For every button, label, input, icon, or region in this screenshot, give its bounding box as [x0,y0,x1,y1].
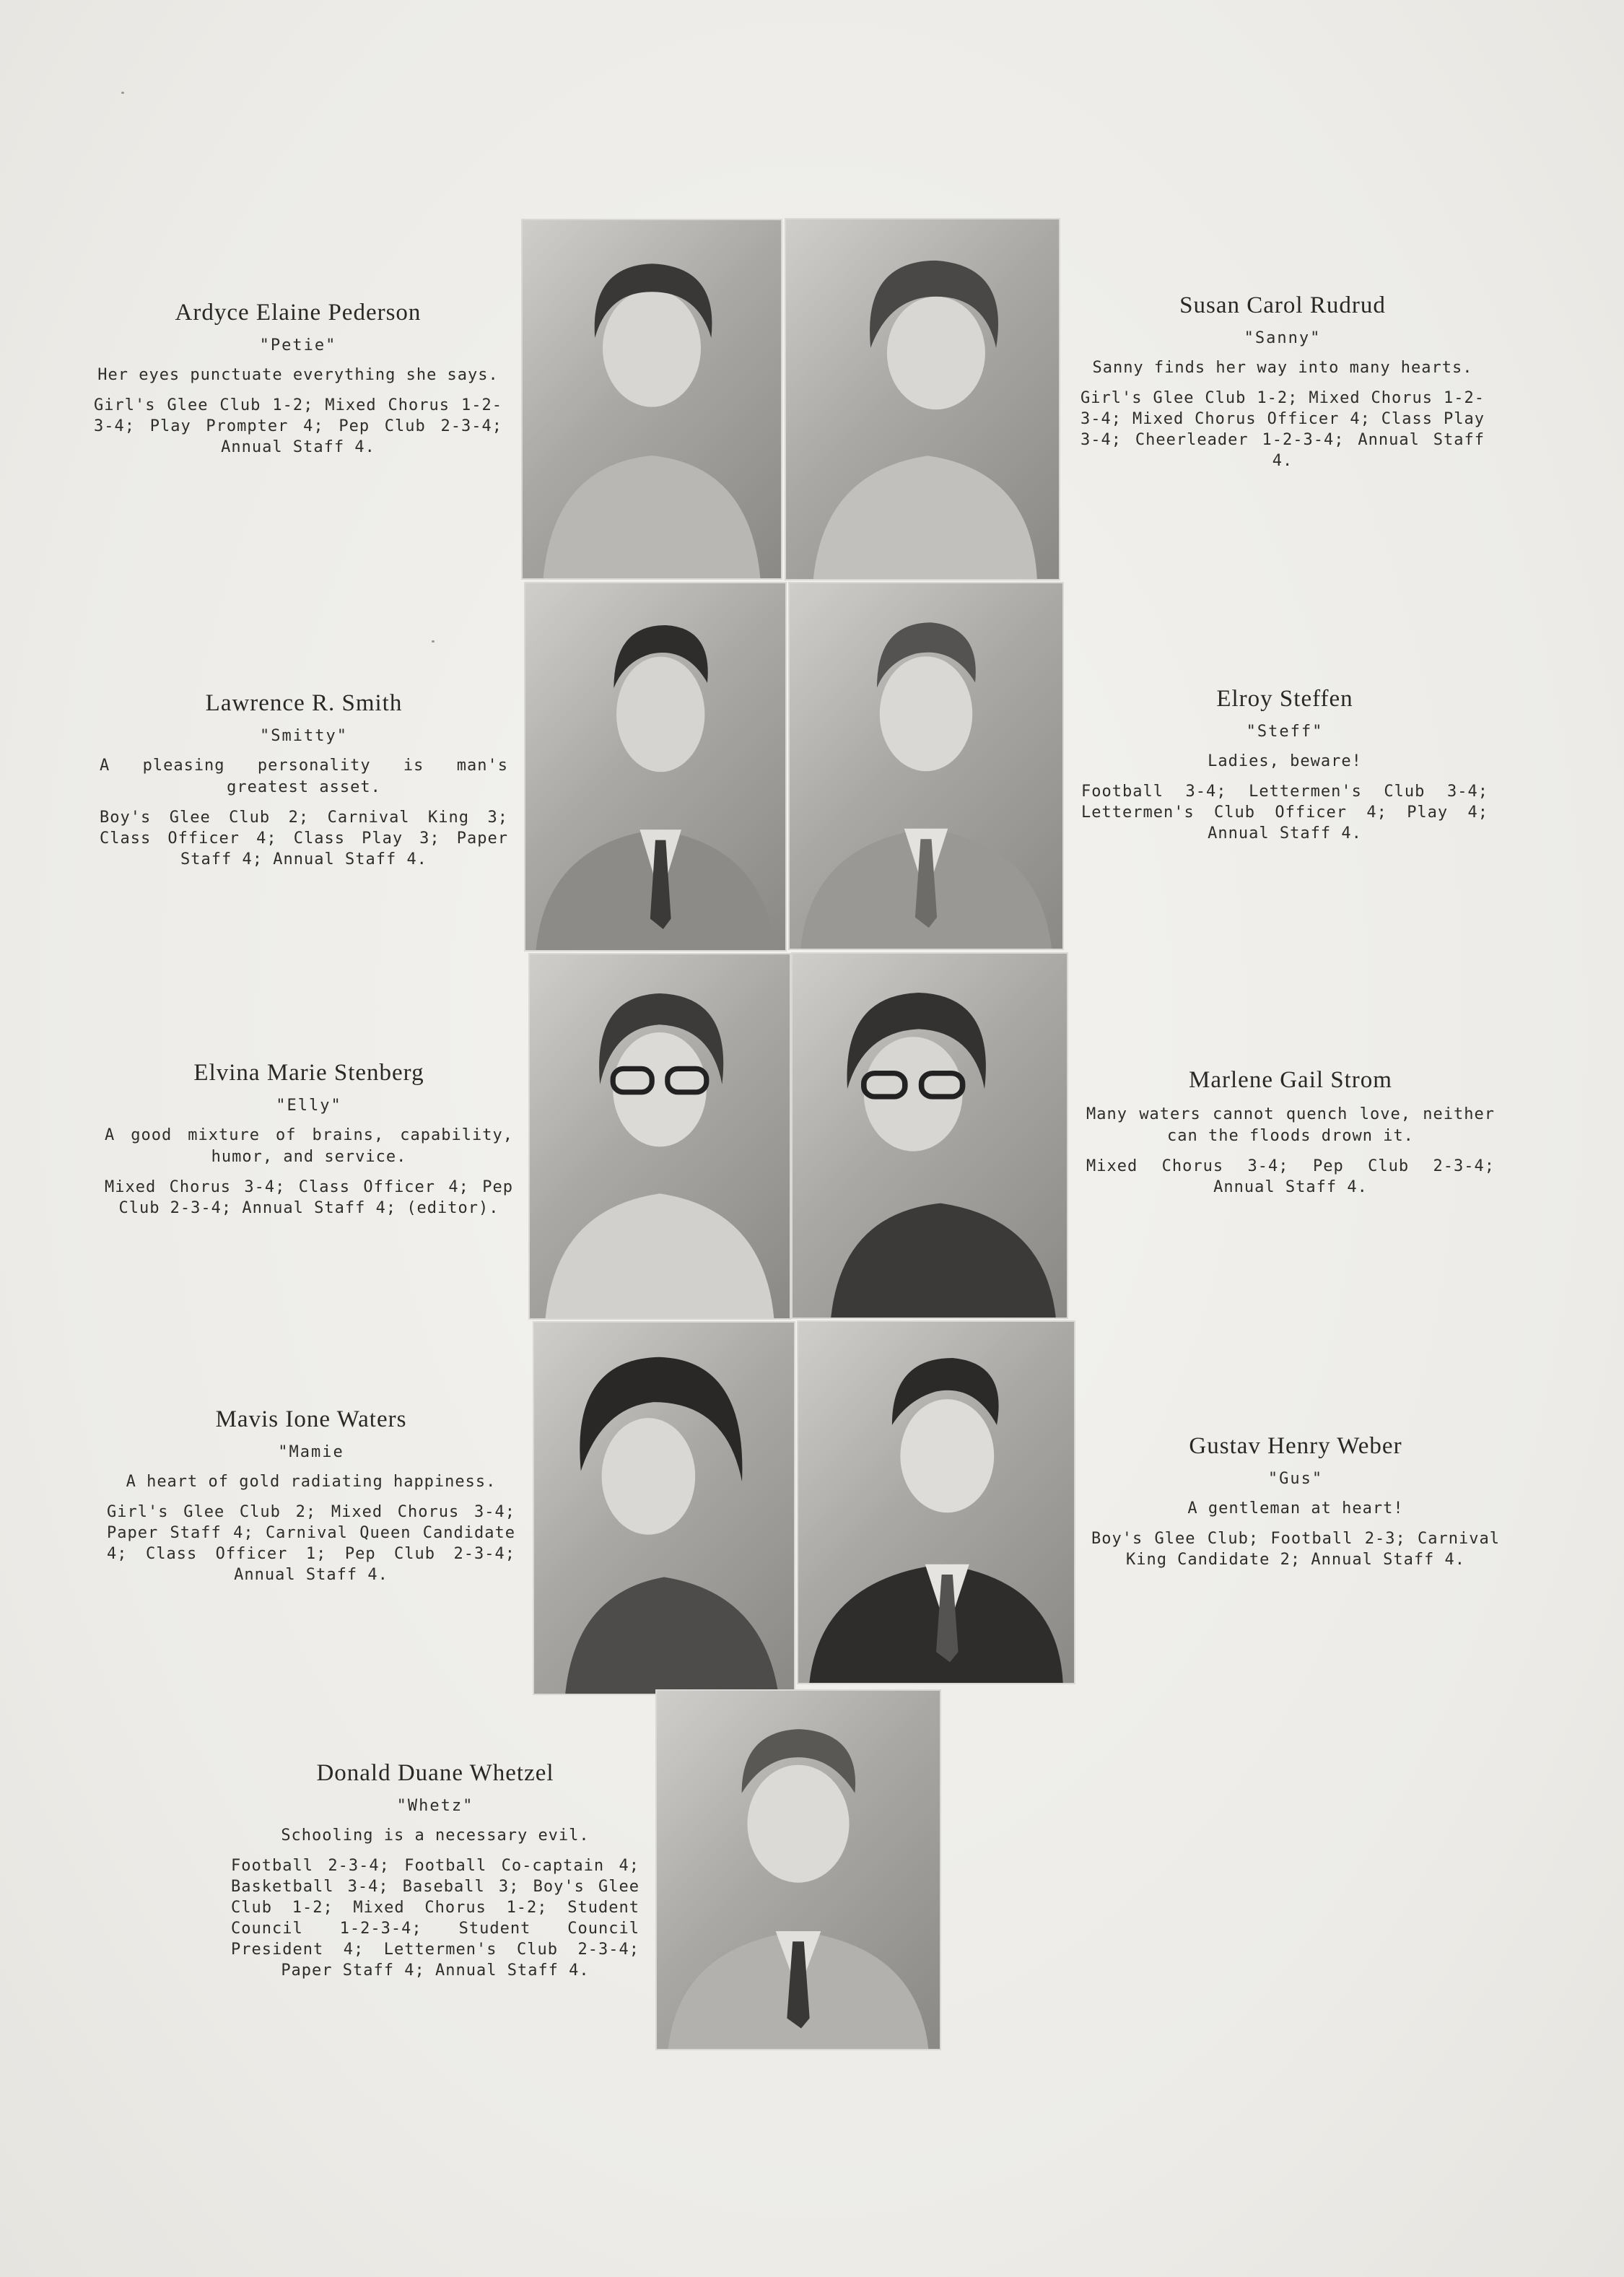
portrait-photo-smith [524,582,787,952]
student-quote: A pleasing personality is man's greatest asset. [100,757,508,796]
student-entry-weber [1091,1433,1500,1570]
portrait-photo-weber [797,1320,1075,1684]
portrait-silhouette-female [534,1323,794,1694]
portrait-silhouette-male [525,583,785,950]
student-quote: A heart of gold radiating happiness. [126,1473,497,1491]
student-nickname: "Whetz" [396,1797,474,1815]
student-activities: Football 3-4; Lettermen's Club 3-4; Lettermen's Club Officer 4; Play 4; Annual Staff 4. [1081,783,1488,843]
student-nickname: "Steff" [1246,723,1324,741]
portrait-photo-waters [533,1321,795,1695]
student-quote: Many waters cannot quench love, neither can the floods drown it. [1086,1105,1495,1145]
student-quote: A gentleman at heart! [1187,1499,1404,1518]
portrait-photo-steffen [788,582,1064,950]
student-activities: Football 2-3-4; Football Co-captain 4; Basketball 3-4; Baseball 3; Boy's Glee Club 1-2; Mixed Chorus 1-2; Student Council 1-2-3-4; Student Council President 4; Lettermen's Club 2-3-4; Paper Staff 4; Annual Staff 4. [231,1857,639,1980]
student-activities: Mixed Chorus 3-4; Pep Club 2-3-4; Annual Staff 4. [1086,1157,1495,1196]
portrait-photo-whetzel [655,1689,941,2050]
portrait-silhouette-female [786,219,1059,579]
student-activities: Girl's Glee Club 1-2; Mixed Chorus 1-2-3-4; Mixed Chorus Officer 4; Class Play 3-4; Cheerleader 1-2-3-4; Annual Staff 4. [1081,389,1485,470]
student-name: Donald Duane Whetzel [316,1760,554,1786]
student-name: Elvina Marie Stenberg [193,1060,424,1086]
student-quote: Her eyes punctuate everything she says. [97,366,499,384]
student-nickname: "Gus" [1267,1470,1324,1488]
student-activities: Girl's Glee Club 2; Mixed Chorus 3-4; Paper Staff 4; Carnival Queen Candidate 4; Class Officer 1; Pep Club 2-3-4; Annual Staff 4. [107,1503,515,1584]
paper-speck [432,640,435,643]
student-name: Elroy Steffen [1216,686,1353,712]
student-entry-strom [1086,1067,1495,1198]
student-name: Marlene Gail Strom [1189,1067,1392,1093]
student-nickname: "Petie" [259,336,337,354]
portrait-silhouette-female [523,220,781,578]
student-nickname: "Elly" [276,1097,342,1115]
portrait-silhouette-male [798,1322,1074,1683]
student-entry-stenberg [105,1060,513,1219]
student-entry-smith [100,690,508,870]
student-entry-waters [107,1406,515,1585]
student-quote: A good mixture of brains, capability, humor, and service. [105,1126,513,1166]
portrait-silhouette-male [790,583,1062,949]
student-nickname: "Smitty" [260,727,348,745]
portrait-silhouette-female-glasses [530,954,790,1318]
student-name: Susan Carol Rudrud [1179,292,1386,318]
portrait-photo-pederson [521,219,782,580]
student-activities: Girl's Glee Club 1-2; Mixed Chorus 1-2-3-4; Play Prompter 4; Pep Club 2-3-4; Annual Staff 4. [94,396,502,456]
paper-speck [121,92,124,94]
student-name: Gustav Henry Weber [1189,1433,1402,1459]
portrait-photo-strom [791,952,1068,1319]
portrait-photo-rudrud [785,218,1060,580]
student-entry-rudrud [1081,292,1485,471]
student-entry-whetzel [231,1760,639,1981]
student-nickname: "Sanny" [1244,329,1322,347]
student-name: Mavis Ione Waters [215,1406,407,1432]
portrait-photo-stenberg [528,953,791,1320]
student-entry-pederson [94,300,502,458]
student-activities: Mixed Chorus 3-4; Class Officer 4; Pep Club 2-3-4; Annual Staff 4; (editor). [105,1178,513,1217]
student-quote: Sanny finds her way into many hearts. [1092,359,1473,377]
portrait-silhouette-male [657,1691,940,2049]
student-activities: Boy's Glee Club 2; Carnival King 3; Class Officer 4; Class Play 3; Paper Staff 4; Annual Staff 4. [100,809,508,868]
student-quote: Schooling is a necessary evil. [281,1827,590,1845]
student-name: Ardyce Elaine Pederson [175,300,422,326]
student-quote: Ladies, beware! [1208,752,1362,770]
student-activities: Boy's Glee Club; Football 2-3; Carnival King Candidate 2; Annual Staff 4. [1091,1530,1500,1569]
portrait-silhouette-female-glasses [793,954,1067,1318]
student-name: Lawrence R. Smith [205,690,403,716]
student-entry-steffen [1081,686,1488,844]
student-nickname: "Mamie [278,1443,344,1461]
